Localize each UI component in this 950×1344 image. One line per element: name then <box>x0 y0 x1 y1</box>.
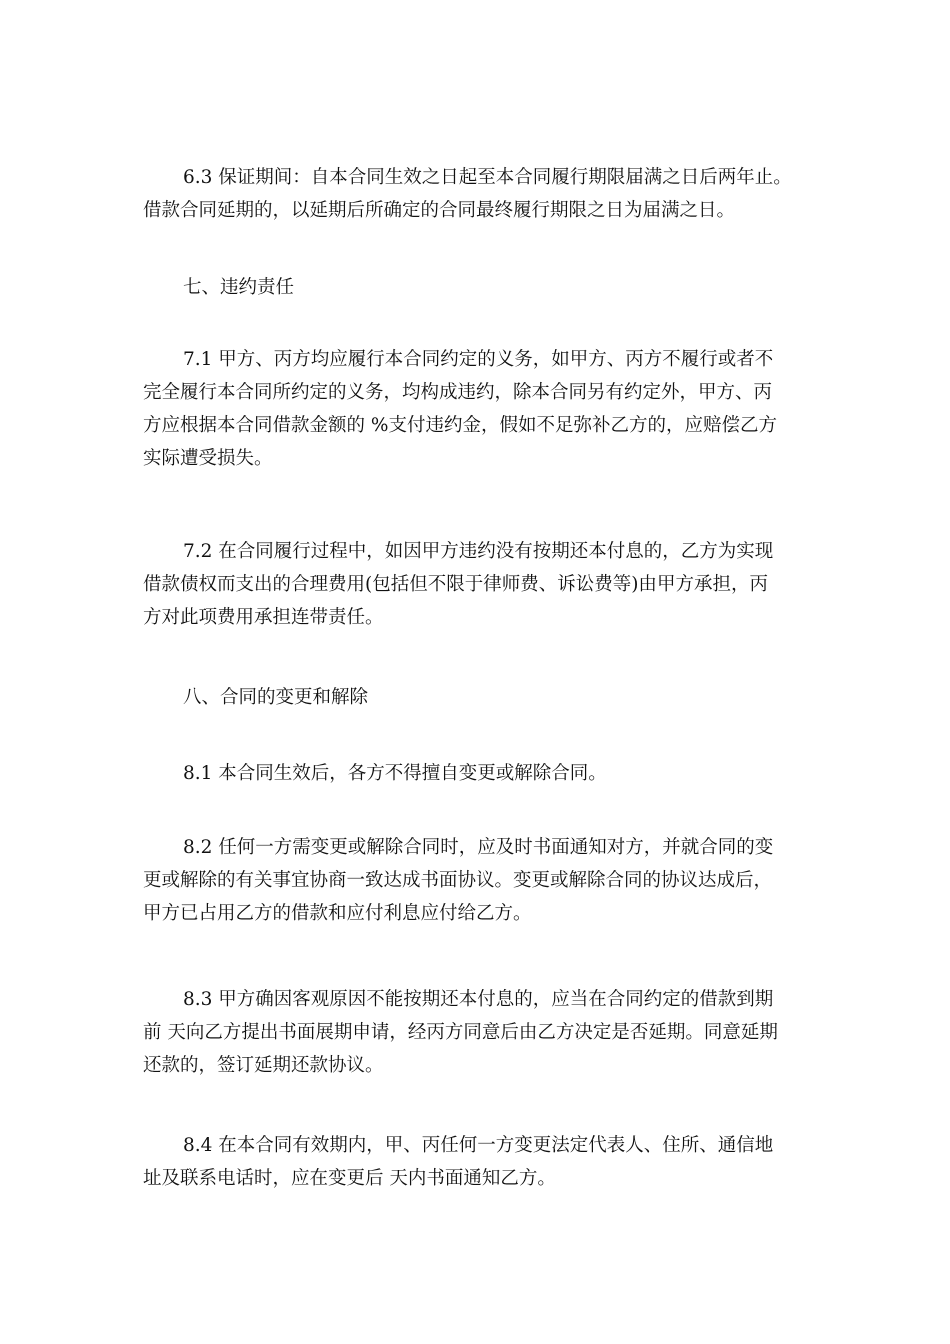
text-line: 完全履行本合同所约定的义务，均构成违约，除本合同另有约定外，甲方、丙 <box>143 382 773 403</box>
text-line: 方对此项费用承担连带责任。 <box>143 607 384 628</box>
clause-6-3 <box>143 161 823 227</box>
text-line: 8.4 在本合同有效期内，甲、丙任何一方变更法定代表人、住所、通信地 <box>183 1135 774 1156</box>
text-line: 借款债权而支出的合理费用(包括但不限于律师费、诉讼费等)由甲方承担，丙 <box>143 574 768 595</box>
text-line: 甲方已占用乙方的借款和应付利息应付给乙方。 <box>143 903 532 924</box>
clause-8-4 <box>143 1129 823 1195</box>
section-heading-8 <box>143 681 863 714</box>
clause-8-1 <box>143 757 823 790</box>
text-line: 8.3 甲方确因客观原因不能按期还本付息的，应当在合同约定的借款到期 <box>183 989 774 1010</box>
text-line: 实际遭受损失。 <box>143 448 273 469</box>
clause-8-2 <box>143 831 823 930</box>
text-line: 更或解除的有关事宜协商一致达成书面协议。变更或解除合同的协议达成后， <box>143 870 773 891</box>
text-line: 8.1 本合同生效后，各方不得擅自变更或解除合同。 <box>183 763 607 784</box>
text-line: 借款合同延期的，以延期后所确定的合同最终履行期限之日为届满之日。 <box>143 200 736 221</box>
clause-8-3 <box>143 983 823 1082</box>
text-line: 址及联系电话时，应在变更后 天内书面通知乙方。 <box>143 1168 556 1189</box>
section-heading-7 <box>143 271 863 304</box>
text-line: 还款的，签订延期还款协议。 <box>143 1055 384 1076</box>
heading-text: 八、合同的变更和解除 <box>183 687 369 708</box>
text-line: 8.2 任何一方需变更或解除合同时，应及时书面通知对方，并就合同的变 <box>183 837 774 858</box>
clause-7-1 <box>143 343 823 475</box>
text-line: 方应根据本合同借款金额的 %支付违约金，假如不足弥补乙方的，应赔偿乙方 <box>143 415 777 436</box>
text-line: 7.1 甲方、丙方均应履行本合同约定的义务，如甲方、丙方不履行或者不 <box>183 349 774 370</box>
text-line: 前 天向乙方提出书面展期申请，经丙方同意后由乙方决定是否延期。同意延期 <box>143 1022 778 1043</box>
text-line: 6.3 保证期间：自本合同生效之日起至本合同履行期限届满之日后两年止。 <box>183 167 792 188</box>
text-line: 7.2 在合同履行过程中，如因甲方违约没有按期还本付息的，乙方为实现 <box>183 541 774 562</box>
clause-7-2 <box>143 535 823 634</box>
heading-text: 七、违约责任 <box>183 277 295 298</box>
